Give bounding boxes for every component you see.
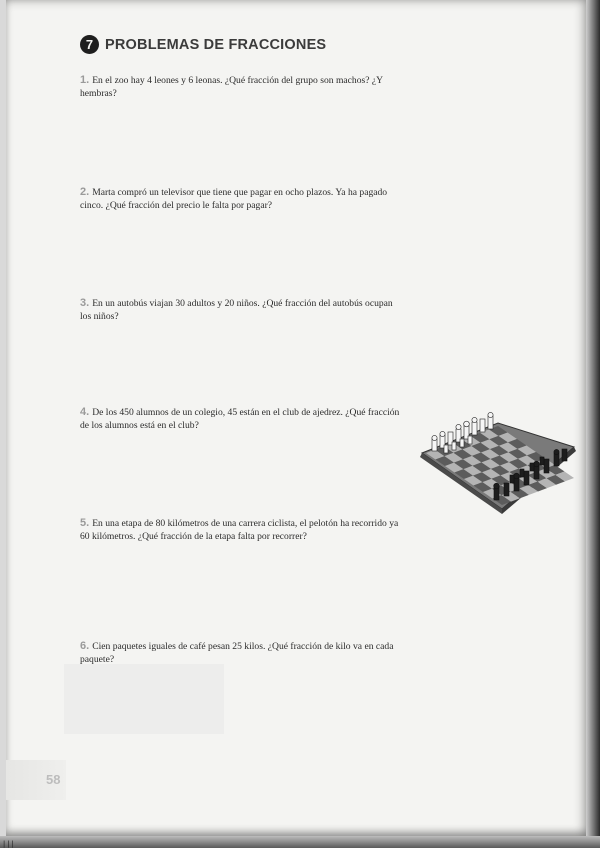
problem-text: De los 450 alumnos de un colegio, 45 están en el club de ajedrez. ¿Qué fracción de los alumnos está en el club? xyxy=(80,407,400,431)
problem-text: Marta compró un televisor que tiene que pagar en ocho plazos. Ya ha pagado cinco. ¿Qué fracción del precio le falta por pagar? xyxy=(80,187,388,211)
scan-mark: ||| xyxy=(2,840,15,848)
page-edge-shadow xyxy=(586,0,600,848)
problem-number: 5. xyxy=(80,517,90,529)
problem-number: 3. xyxy=(80,297,90,309)
problem-text: En una etapa de 80 kilómetros de una carrera ciclista, el pelotón ha recorrido ya 60 kilómetros. ¿Qué fracción de la etapa falta por recorrer? xyxy=(80,518,399,542)
problem-number: 1. xyxy=(80,74,90,86)
problem-3 xyxy=(80,297,402,323)
problem-text: En un autobús viajan 30 adultos y 20 niños. ¿Qué fracción del autobús ocupan los niños? xyxy=(80,298,393,322)
problem-text: En el zoo hay 4 leones y 6 leonas. ¿Qué fracción del grupo son machos? ¿Y hembras? xyxy=(80,75,383,99)
problem-4 xyxy=(80,406,402,432)
scan-smudge xyxy=(64,664,224,734)
section-header xyxy=(80,35,326,54)
problem-number: 6. xyxy=(80,640,90,652)
problem-6 xyxy=(80,640,402,666)
section-number-badge: 7 xyxy=(80,35,99,54)
problem-5 xyxy=(80,517,402,543)
problem-text: Cien paquetes iguales de café pesan 25 kilos. ¿Qué fracción de kilo va en cada paquete? xyxy=(80,641,394,665)
problem-number: 4. xyxy=(80,406,90,418)
page-bottom-shadow xyxy=(0,836,600,848)
page-number: 58 xyxy=(46,772,61,787)
problem-1 xyxy=(80,74,402,100)
problem-number: 2. xyxy=(80,186,90,198)
problem-2 xyxy=(80,186,402,212)
section-title: PROBLEMAS DE FRACCIONES xyxy=(105,36,327,53)
chessboard-illustration xyxy=(418,405,578,515)
